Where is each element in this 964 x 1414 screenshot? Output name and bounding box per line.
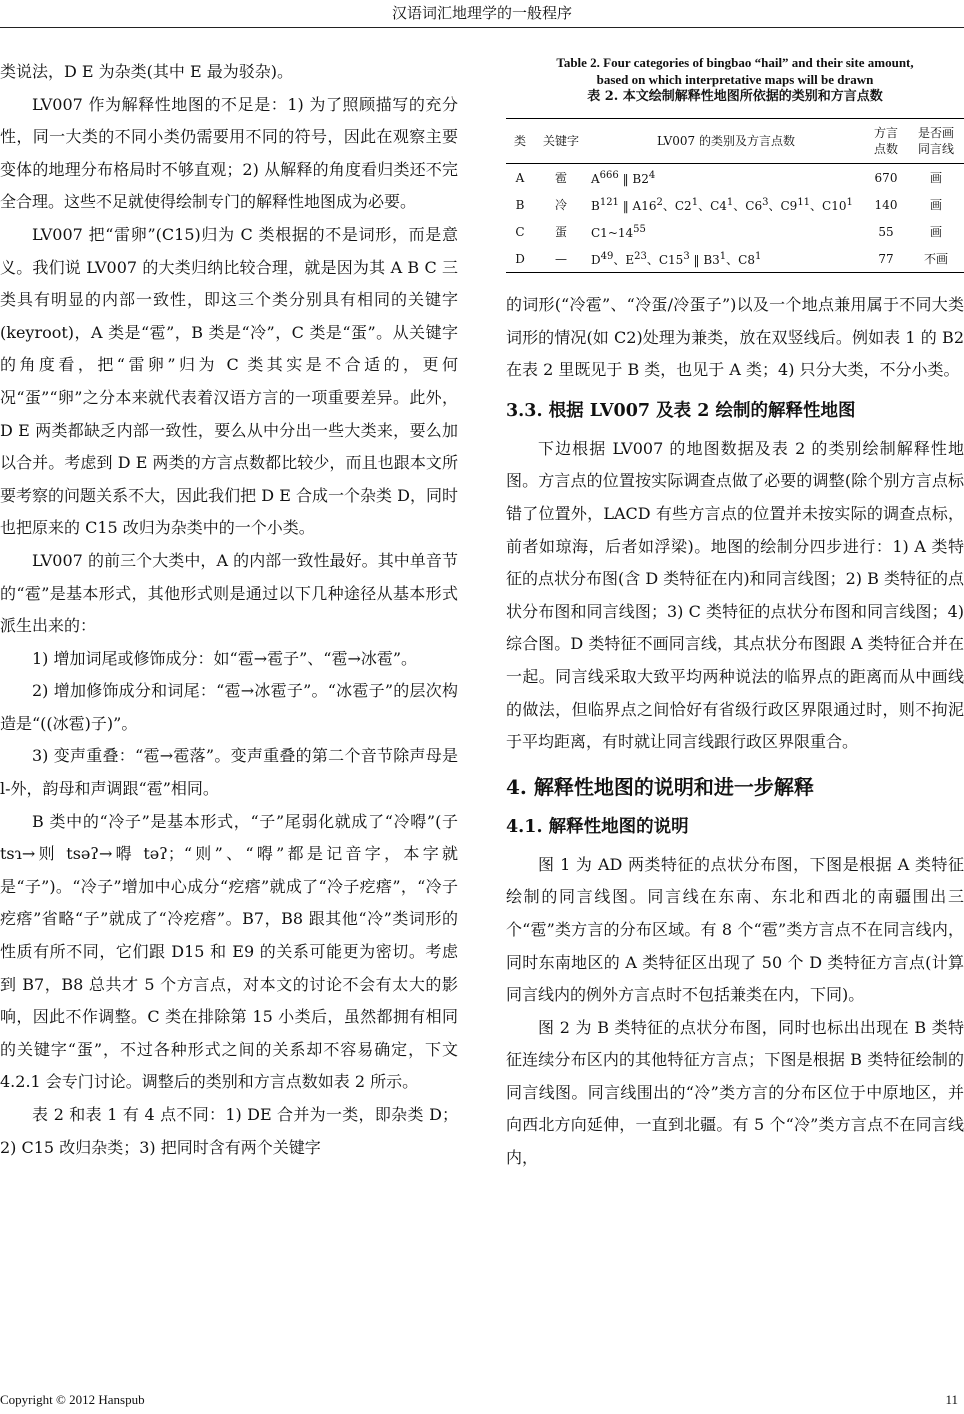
table-cell-iso: 画 [929,197,942,212]
paragraph: LV007 作为解释性地图的不足是：1) 为了照顾描写的充分性，同一大类的不同小类仍需要用不同的符号，因此在观察主要变体的地理分布格局时不够直观；2) 从解释的角度看归类还不完全合理。这些不足就使得绘制专门的解释性地图成为必要。 [0,94,458,212]
copyright: Copyright © 2012 Hanspub [0,1392,145,1407]
table-cell-forms: $A^{666}$ ‖ $B2^4$ [591,170,656,186]
col-header: 关键字 [542,134,579,148]
section-heading: 3.3. 根据 LV007 及表 2 绘制的解释性地图 [506,400,856,421]
table-cell-cls: A [515,170,525,185]
table-cell-cls: B [515,197,525,212]
table-row [506,218,964,245]
paragraph: 下边根据 LV007 的地图数据及表 2 的类别绘制解释性地图。方言点的位置按实际调查点做了必要的调整(除个别方言点标错了位置外，LACD 有些方言点的位置并未按实际的调查点标，前者如琼海，后者如浮梁)。地图的绘制分四步进行：1) A 类特征的点状分布图(含 D 类特征在内)和同言线图；2) B 类特征的点状分布图和同言线图；3) C 类特征的点状分布图和同言线图；4) 综合图。D 类特征不画同言线，其点状分布图跟 A 类特征合并在一起。同言线采取大致平均两种说法的临界点的距离而从中画线的做法，但临界点之间恰好有省级行政区界限通过时，则不拘泥于平均距离，有时就让同言线跟行政区界限重合。 [506,438,964,752]
table-cell-forms: $B^{121}$ ‖ $A16^2$、$C2^1$、$C4^1$、$C6^3$、$C9^{11}$、$C10^1$ [591,197,853,213]
table-cell-forms: $D^{49}$、$E^{23}$、$C15^3$ ‖ $B3^1$、$C8^1$ [591,251,762,267]
paragraph: 的词形(“冷雹”、“冷蛋/冷蛋子”)以及一个地点兼用属于不同大类词形的情况(如 C2)处理为兼类，放在双竖线后。例如表 1 的 B2 在表 2 里既见于 B 类，也见于 A 类；4) 只分大类，不分小类。 [506,295,964,380]
table-cell-cls: C [515,224,525,239]
section-heading: 4. 解释性地图的说明和进一步解释 [506,774,814,799]
col-header: LV007 的类别及方言点数 [657,134,795,148]
paragraph: 类说法，D E 为杂类(其中 E 最为驳杂)。 [0,62,294,81]
table-row [506,191,964,218]
table-cell-count: 670 [874,170,898,185]
table-cell-key: 雹 [554,170,567,185]
header-rule [0,27,964,28]
table-cell-forms: $C1\sim 14^{55}$ [591,224,646,240]
table-cell-count: 140 [874,197,898,212]
table-cell-key: 冷 [554,197,567,212]
table-cell-count: 55 [878,224,894,239]
table-header-row [506,119,964,164]
table-2 [506,54,964,273]
list-item: 3) 变声重叠：“雹→雹落”。变声重叠的第二个音节除声母是 l-外，韵母和声调跟“雹”相同。 [0,746,458,799]
paragraph: LV007 的前三个大类中，A 的内部一致性最好。其中单音节的“雹”是基本形式，其他形式则是通过以下几种途径从基本形式派生出来的： [0,550,458,636]
paragraph: LV007 把“雷卵”(C15)归为 C 类根据的不是词形，而是意义。我们说 LV007 的大类归纳比较合理，就是因为其 A B C 三类具有明显的内部一致性，即这三个类分别具有相同的关键字(keyroot)，A 类是“雹”，B 类是“冷”，C 类是“蛋”。从关键字的角度看，把“雷卵”归为 C 类其实是不合适的，更何况“蛋”“卵”之分本来就代表着汉语方言的一项重要差异。此外，D E 两类都缺乏内部一致性，要么从中分出一些大类来，要么加以合并。考虑到 D E 两类的方言点数都比较少，而且也跟本文所要考察的问题关系不大，因此我们把 D E 合成一个杂类 D，同时也把原来的 C15 改归为杂类中的一个小类。 [0,224,458,538]
table-caption-en: Table 2. Four categories of bingbao “hail” and their site amount, based on which interpretative maps will be drawn [556,55,914,87]
right-column [506,56,964,1175]
table-caption-zh: 表 2. 本文绘制解释性地图所依据的类别和方言点数 [587,89,883,104]
table-cell-iso: 画 [929,224,942,239]
running-title: 汉语词汇地理学的一般程序 [391,4,572,22]
table-cell-count: 77 [878,251,894,266]
table-row [506,245,964,273]
table-cell-key: 蛋 [554,224,567,239]
list-item: 1) 增加词尾或修饰成分：如“雹→雹子”、“雹→冰雹”。 [32,648,418,668]
table-cell-iso: 画 [929,170,942,185]
page-number: 11 [945,1392,958,1407]
table-cell-iso: 不画 [923,251,948,266]
col-header: 是否画 同言线 [917,126,954,156]
paragraph: 图 1 为 AD 两类特征的点状分布图，下图是根据 A 类特征绘制的同言线图。同言线在东南、东北和西北的南疆围出三个“雹”类方言的分布区域。有 8 个“雹”类方言点不在同言线内，同时东南地区的 A 类特征区出现了 50 个 D 类特征方言点(计算同言线内的例外方言点时不包括兼类在内，下同)。 [506,854,964,1005]
paragraph: 图 2 为 B 类特征的点状分布图，同时也标出出现在 B 类特征连续分布区内的其他特征方言点；下图是根据 B 类特征绘制的同言线图。同言线围出的“冷”类方言的分布区位于中原地区，并向西北方向延伸，一直到北疆。有 5 个“冷”类方言点不在同言线内， [506,1017,964,1168]
table-cell-key: — [555,251,567,266]
col-header: 方言 点数 [873,126,898,156]
col-header: 类 [513,134,526,148]
paragraph: 表 2 和表 1 有 4 点不同：1) DE 合并为一类，即杂类 D；2) C15 改归杂类；3) 把同时含有两个关键字 [0,1105,458,1157]
list-item: 2) 增加修饰成分和词尾：“雹→冰雹子”。“冰雹子”的层次构造是“((冰雹)子)”。 [0,681,458,733]
subsection-heading: 4.1. 解释性地图的说明 [506,816,689,837]
data-table [506,118,964,273]
left-column [0,56,458,1164]
paragraph: B 类中的“冷子”是基本形式，“子”尾弱化就成了“冷嘚”(子 tsɿ→则 tsəʔ→嘚 təʔ；“则”、“嘚”都是记音字，本字就是“子”)。“冷子”增加中心成分“疙瘩”就成了“冷子疙瘩”，“冷子疙瘩”省略“子”就成了“冷疙瘩”。B7，B8 跟其他“冷”类词形的性质有所不同，它们跟 D15 和 E9 的关系可能更为密切。考虑到 B7，B8 总共才 5 个方言点，对本文的讨论不会有太大的影响，因此不作调整。C 类在排除第 15 小类后，虽然都拥有相同的关键字“蛋”，不过各种形式之间的关系却不容易确定，下文 4.2.1 会专门讨论。调整后的类别和方言点数如表 2 所示。 [0,811,458,1092]
table-cell-cls: D [515,251,525,266]
table-row [506,164,964,192]
